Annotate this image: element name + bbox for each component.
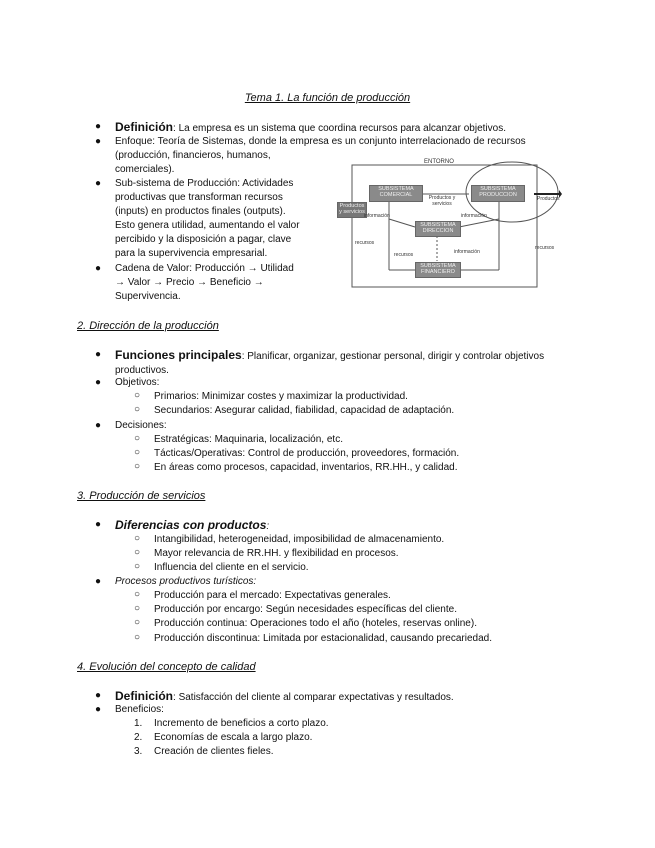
section-heading: 2. Dirección de la producción (77, 320, 219, 332)
circle-bullet: ○ (134, 533, 141, 544)
circle-bullet: ○ (134, 547, 141, 558)
beneficios-label: Beneficios: (115, 704, 164, 715)
circle-bullet: ○ (134, 433, 141, 444)
info-left-line (389, 219, 415, 227)
productos-mid-label: Productos y servicios (428, 195, 456, 207)
list-number: 3. (134, 746, 143, 757)
decisiones-sub-item (134, 433, 343, 447)
bullet: ● (95, 121, 102, 132)
bullet: ● (95, 704, 102, 715)
decisiones-item (95, 419, 167, 433)
section-heading: 4. Evolución del concepto de calidad (77, 661, 256, 673)
recursos-right-label: recursos (535, 245, 555, 251)
subsistema-item (95, 177, 300, 261)
list-number: 1. (134, 718, 143, 729)
bullet: ● (95, 420, 102, 431)
procesos-sub-item (134, 603, 457, 617)
decision-text: En áreas como procesos, capacidad, inventarios, RR.HH., y calidad. (154, 462, 458, 473)
subsystem-produccion: SUBSISTEMA PRODUCCION (471, 185, 525, 202)
calidad-definition-label: Definición (115, 689, 174, 703)
procesos-sub-item (134, 589, 391, 603)
definition-label: Definición (115, 120, 174, 134)
objetivos-sub-item (134, 390, 408, 404)
enfoque-line: Enfoque: Teoría de Sistemas, donde la empresa es un conjunto interrelacionado de recursos (115, 136, 526, 147)
recursos-mid-label: recursos (394, 252, 414, 258)
calidad-definition-text: : Satisfacción del cliente al comparar expectativas y resultados. (173, 692, 454, 703)
calidad-definition-item (95, 689, 454, 705)
proceso-text: Producción continua: Operaciones todo el año (hoteles, reservas online). (154, 618, 477, 629)
circle-bullet: ○ (134, 603, 141, 614)
subsistema-line: percibido y la disposición a pagar, clave (115, 234, 292, 245)
beneficios-sub-item (134, 717, 329, 731)
cadena-line: Supervivencia. (115, 291, 181, 302)
section-heading: 3. Producción de servicios (77, 490, 206, 502)
diferencia-text: Influencia del cliente en el servicio. (154, 562, 309, 573)
productos-left-box: Productos y servicios (337, 202, 367, 218)
funciones-text-cont: productivos. (115, 365, 169, 376)
circle-bullet: ○ (134, 390, 141, 401)
circle-bullet: ○ (134, 589, 141, 600)
bullet: ● (95, 178, 102, 189)
diferencia-text: Intangibilidad, heterogeneidad, imposibilidad de almacenamiento. (154, 534, 445, 545)
cadena-line: Cadena de Valor: Producción → Utilidad (115, 263, 294, 274)
procesos-label: Procesos productivos turísticos: (115, 576, 257, 587)
systems-diagram (339, 157, 562, 297)
subsistema-line: Sub-sistema de Producción: Actividades (115, 178, 294, 189)
bullet: ● (95, 263, 102, 274)
circle-bullet: ○ (134, 404, 141, 415)
proceso-text: Producción para el mercado: Expectativas generales. (154, 590, 391, 601)
decisiones-label: Decisiones: (115, 420, 167, 431)
bullet: ● (95, 377, 102, 388)
beneficios-item (95, 703, 164, 717)
definition-item (95, 120, 506, 136)
subsistema-line: (inputs) en productos finales (outputs). (115, 206, 286, 217)
beneficios-sub-item (134, 731, 313, 745)
bullet: ● (95, 519, 102, 530)
funciones-label: Funciones principales (115, 348, 242, 362)
enfoque-line: (producción, financieros, humanos, (115, 150, 271, 161)
proceso-text: Producción por encargo: Según necesidades específicas del cliente. (154, 604, 457, 615)
diferencias-sub-item (134, 533, 445, 547)
info-right-label: información (461, 213, 487, 219)
beneficios-sub-item (134, 745, 274, 759)
subsystem-comercial: SUBSISTEMA COMERCIAL (369, 185, 423, 202)
decisiones-sub-item (134, 461, 458, 475)
objetivos-sub-item (134, 404, 455, 418)
list-number: 2. (134, 732, 143, 743)
objetivos-label: Objetivos: (115, 377, 160, 388)
circle-bullet: ○ (134, 632, 141, 643)
decision-text: Tácticas/Operativas: Control de producción, proveedores, formación. (154, 448, 460, 459)
procesos-sub-item (134, 617, 477, 631)
entorno-label: ENTORNO (424, 159, 454, 165)
proceso-text: Producción discontinua: Limitada por estacionalidad, causando precariedad. (154, 633, 492, 644)
bullet: ● (95, 136, 102, 147)
recursos-left-label: recursos (355, 240, 375, 246)
info-low-label: información (454, 249, 480, 255)
procesos-sub-item (134, 632, 492, 646)
diferencias-sub-item (134, 547, 399, 561)
enfoque-line: comerciales). (115, 164, 175, 175)
productos-right-label: Productos (537, 196, 560, 202)
diferencia-text: Mayor relevancia de RR.HH. y flexibilidad en procesos. (154, 548, 399, 559)
circle-bullet: ○ (134, 617, 141, 628)
diferencias-sub-item (134, 561, 309, 575)
diferencias-label: Diferencias con productos (115, 518, 267, 532)
cadena-item (95, 262, 294, 304)
subsistema-line: productivas que transforman recursos (115, 192, 283, 203)
decision-text: Estratégicas: Maquinaria, localización, etc. (154, 434, 343, 445)
beneficio-text: Economías de escala a largo plazo. (154, 732, 313, 743)
funciones-text: : Planificar, organizar, gestionar personal, dirigir y controlar objetivos (241, 351, 545, 362)
beneficio-text: Incremento de beneficios a corto plazo. (154, 718, 329, 729)
cadena-line: → Valor → Precio → Beneficio → (115, 277, 264, 288)
info-left-label: información (364, 213, 390, 219)
procesos-item (95, 575, 257, 589)
objetivo-text: Primarios: Minimizar costes y maximizar la productividad. (154, 391, 408, 402)
beneficio-text: Creación de clientes fieles. (154, 746, 274, 757)
bullet: ● (95, 349, 102, 360)
bullet: ● (95, 690, 102, 701)
definition-text: : La empresa es un sistema que coordina recursos para alcanzar objetivos. (173, 123, 506, 134)
circle-bullet: ○ (134, 461, 141, 472)
subsystem-financiero: SUBSISTEMA FINANCIERO (415, 262, 461, 278)
circle-bullet: ○ (134, 561, 141, 572)
bullet: ● (95, 576, 102, 587)
subsystem-direccion: SUBSISTEMA DIRECCION (415, 221, 461, 237)
decisiones-sub-item (134, 447, 460, 461)
page-title: Tema 1. La función de producción (244, 92, 411, 104)
objetivo-text: Secundarios: Asegurar calidad, fiabilidad, capacidad de adaptación. (154, 405, 455, 416)
subsistema-line: para la supervivencia empresarial. (115, 248, 268, 259)
objetivos-item (95, 376, 160, 390)
funciones-item (95, 348, 545, 378)
diferencias-colon: : (266, 521, 270, 532)
circle-bullet: ○ (134, 447, 141, 458)
info-right-line (459, 219, 499, 227)
subsistema-line: Esto genera utilidad, aumentando el valor (115, 220, 300, 231)
